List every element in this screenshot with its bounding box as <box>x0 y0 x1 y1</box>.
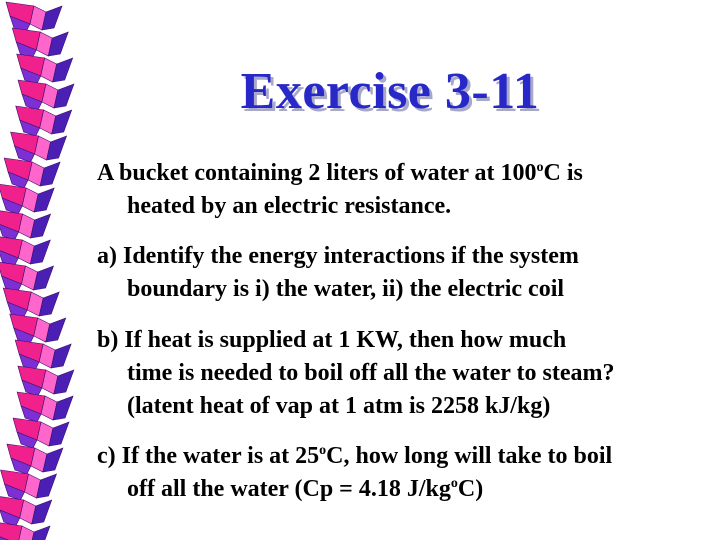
degree-mark: o <box>450 476 458 491</box>
ribbon-segment <box>0 262 54 292</box>
item-c-line-1: c) If the water is at 25$^o$C, how long will take to boil <box>97 443 613 469</box>
ribbon-segment <box>1 470 57 500</box>
intro-line-1: A bucket containing 2 liters of water at 100$^o$C is <box>97 160 583 186</box>
item-b <box>97 324 717 423</box>
item-c-line-2: off all the water (Cp = 4.18 $J/kg^oC$) <box>127 476 484 502</box>
ribbon-segment <box>0 496 52 526</box>
ribbon-segment <box>0 184 54 214</box>
item-c <box>97 440 717 506</box>
ribbon-segment <box>10 314 66 344</box>
ribbon-segment <box>12 28 68 58</box>
intro-line-2: heated by an electric resistance. <box>127 193 452 219</box>
degree-mark: o <box>319 443 327 458</box>
item-a-line-1: a) Identify the energy interactions if the system <box>97 243 579 269</box>
ribbon-segment <box>7 444 63 474</box>
slide-title: Exercise 3-11 <box>240 63 540 120</box>
item-b-line-1: b) If heat is supplied at 1 KW, then how much <box>97 327 567 353</box>
item-b-line-3: (latent heat of vap at 1 atm is 2258 kJ/kg) <box>127 393 551 419</box>
ribbon-segment <box>11 132 67 162</box>
ribbon-segment <box>18 366 74 396</box>
ribbon-segment <box>6 2 62 32</box>
item-b-line-2: time is needed to boil off all the water to steam? <box>127 360 615 386</box>
intro-paragraph <box>97 157 717 223</box>
ribbon-segment <box>4 158 60 188</box>
item-a-line-2: boundary is i) the water, ii) the electric coil <box>127 276 565 302</box>
degree-mark: o <box>536 160 544 175</box>
ribbon-segment <box>0 210 51 240</box>
ribbon-segment <box>17 392 73 422</box>
item-a <box>97 240 717 306</box>
ribbon-segment <box>0 236 50 266</box>
ribbon-segment <box>15 340 71 370</box>
ribbon-segment <box>0 522 50 540</box>
ribbon-segment <box>13 418 69 448</box>
ribbon-segment <box>3 288 59 318</box>
